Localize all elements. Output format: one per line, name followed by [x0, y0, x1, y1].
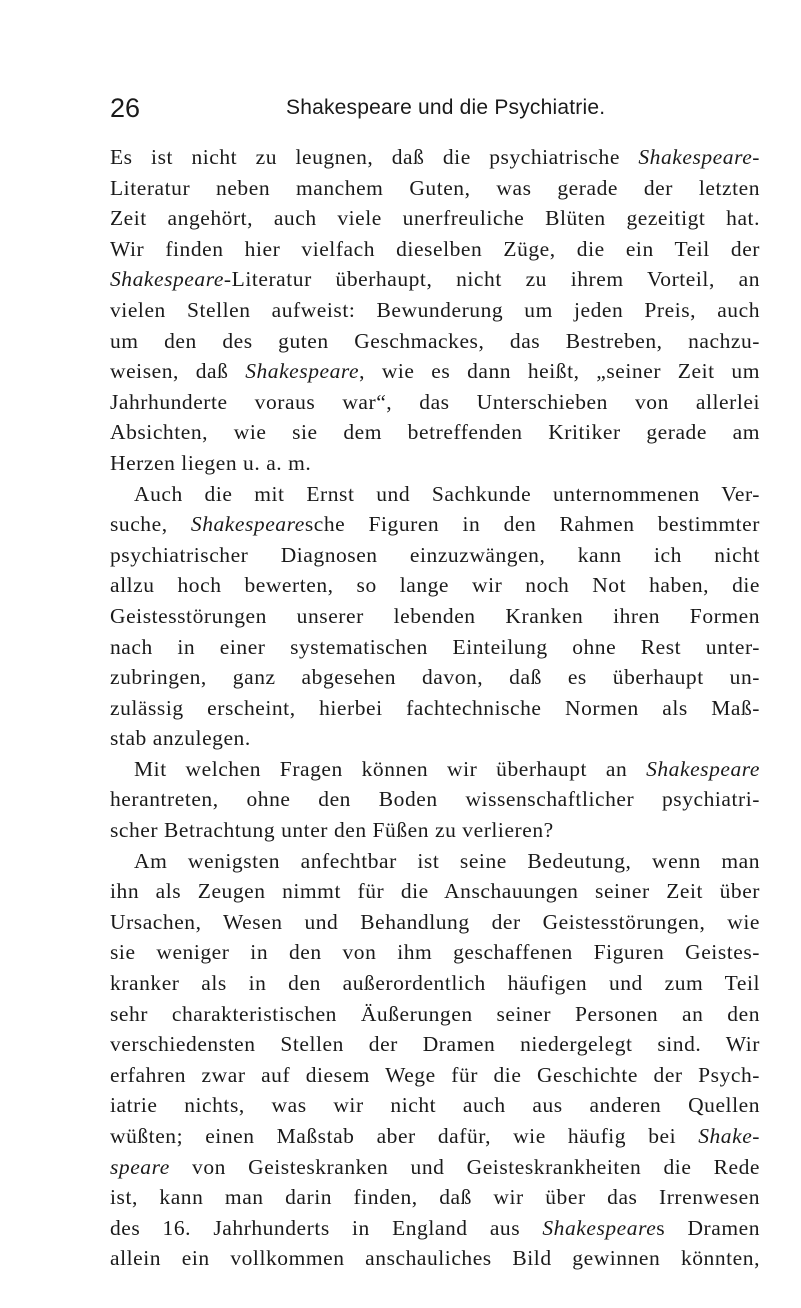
text-line: Absichten, wie sie dem betreffenden Kritiker gerade am	[110, 420, 760, 445]
text-line: allein ein vollkommen anschauliches Bild gewinnen könnten,	[110, 1246, 760, 1271]
page-number: 26	[110, 93, 141, 123]
text-line: suche, Shakespearesche Figuren in den Rahmen bestimmter	[110, 512, 760, 537]
text-line: Geistesstörungen unserer lebenden Kranken ihren Formen	[110, 603, 760, 628]
text-line: des 16. Jahrhunderts in England aus Shakespeares Dramen	[110, 1215, 760, 1240]
text-line: ist, kann man darin finden, daß wir über das Irrenwesen	[110, 1185, 760, 1210]
text-line: iatrie nichts, was wir nicht auch aus anderen Quellen	[110, 1093, 760, 1118]
italic-run: Shakespeare	[245, 359, 360, 384]
text-line: wüßten; einen Maßstab aber dafür, wie häufig bei Shake-	[110, 1124, 760, 1148]
text-line: Es ist nicht zu leugnen, daß die psychiatrische Shakespeare-	[110, 145, 760, 169]
text-line: Auch die mit Ernst und Sachkunde unternommenen Ver-	[134, 481, 760, 506]
italic-run: Shakespeare-	[638, 145, 760, 169]
text-line: kranker als in den außerordentlich häufigen und zum Teil	[110, 971, 760, 996]
running-title: Shakespeare und die Psychiatrie.	[286, 96, 606, 119]
text-line: herantreten, ohne den Boden wissenschaftlicher psychiatri-	[110, 787, 760, 812]
text-line: Literatur neben manchem Guten, was gerade der letzten	[110, 175, 760, 200]
text-line: speare von Geisteskranken und Geisteskrankheiten die Rede	[110, 1154, 760, 1179]
text-line: psychiatrischer Diagnosen einzuzwängen, kann ich nicht	[110, 542, 760, 567]
text-line: Shakespeare-Literatur überhaupt, nicht zu ihrem Vorteil, an	[110, 267, 760, 292]
text-line: Zeit angehört, auch viele unerfreuliche Blüten gezeitigt hat.	[110, 206, 760, 231]
text-line: um den des guten Geschmackes, das Bestreben, nachzu-	[110, 328, 760, 353]
italic-run: Shakespeare	[542, 1215, 657, 1240]
text-line: zubringen, ganz abgesehen davon, daß es überhaupt un-	[110, 665, 760, 690]
text-line: Herzen liegen u. a. m.	[110, 450, 312, 475]
text-line: weisen, daß Shakespeare, wie es dann heißt, „seiner Zeit um	[110, 359, 760, 384]
text-line: Mit welchen Fragen können wir überhaupt an Shakespeare	[134, 756, 760, 781]
text-line: ihn als Zeugen nimmt für die Anschauungen seiner Zeit über	[110, 879, 760, 904]
text-line: Am wenigsten anfechtbar ist seine Bedeutung, wenn man	[134, 848, 760, 873]
italic-run: Shakespeare	[190, 512, 305, 537]
italic-run: Shakespeare	[646, 756, 760, 781]
text-line: Jahrhunderte voraus war“, das Unterschieben von allerlei	[110, 389, 760, 414]
text-line: Wir finden hier vielfach dieselben Züge, die ein Teil der	[110, 236, 760, 261]
text-line: Ursachen, Wesen und Behandlung der Geistesstörungen, wie	[110, 909, 760, 934]
text-line: sehr charakteristischen Äußerungen seiner Personen an den	[110, 1001, 760, 1026]
italic-run: Shakespeare	[110, 267, 224, 292]
italic-run: speare	[110, 1154, 170, 1179]
text-line: zulässig erscheint, hierbei fachtechnische Normen als Maß-	[110, 695, 760, 720]
text-line: scher Betrachtung unter den Füßen zu verlieren?	[110, 818, 554, 843]
text-line: erfahren zwar auf diesem Wege für die Geschichte der Psych-	[110, 1062, 760, 1087]
text-line: sie weniger in den von ihm geschaffenen Figuren Geistes-	[110, 940, 760, 965]
page-header	[110, 92, 760, 124]
text-line: stab anzulegen.	[110, 726, 251, 751]
body-text	[110, 142, 760, 1274]
text-line: vielen Stellen aufweist: Bewunderung um jeden Preis, auch	[110, 297, 760, 322]
text-line: verschiedensten Stellen der Dramen niedergelegt sind. Wir	[110, 1032, 760, 1057]
italic-run: Shake-	[698, 1124, 760, 1148]
text-line: nach in einer systematischen Einteilung ohne Rest unter-	[110, 634, 760, 659]
text-line: allzu hoch bewerten, so lange wir noch Not haben, die	[110, 573, 760, 598]
